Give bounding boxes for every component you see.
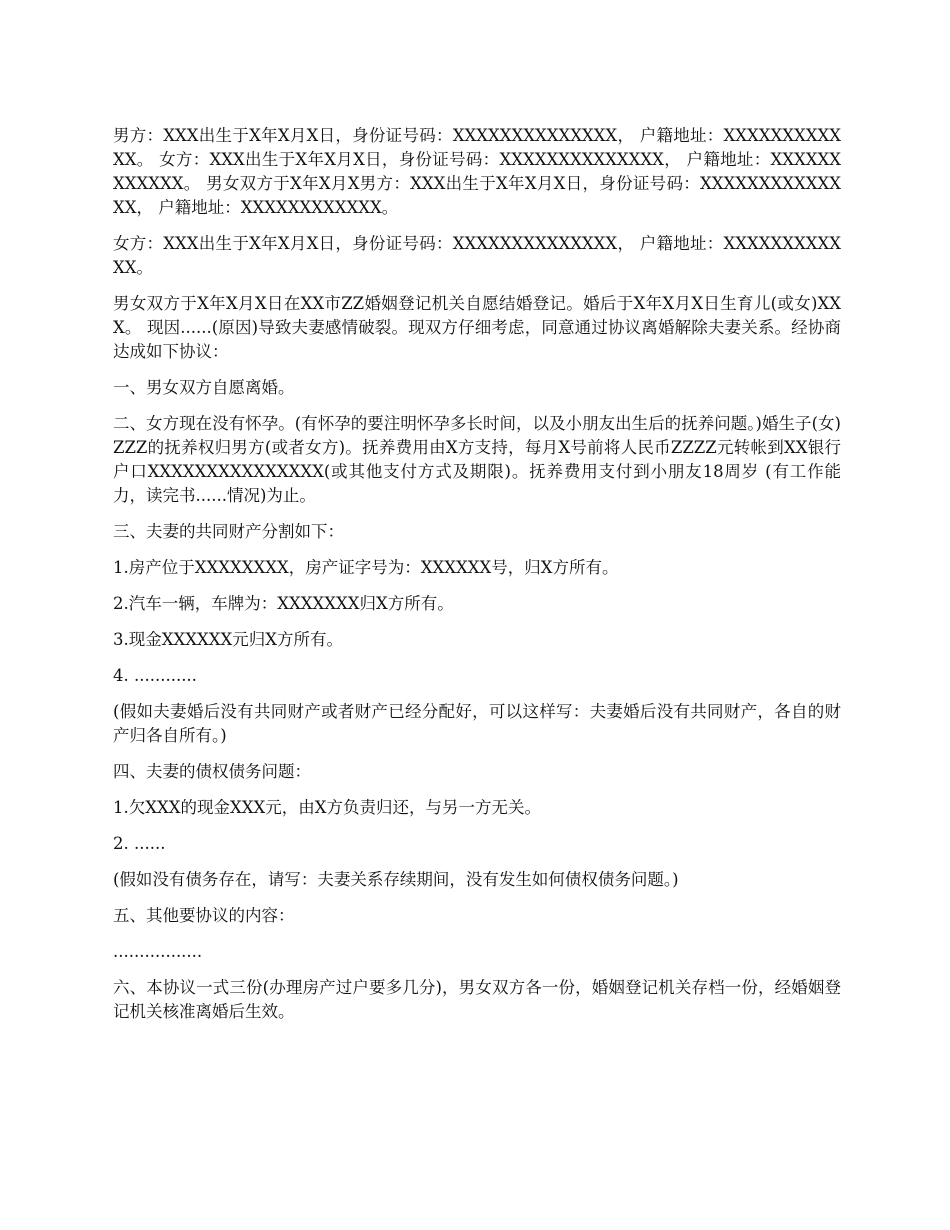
other-content-placeholder: ................. — [113, 942, 203, 961]
clause-1-voluntary-divorce: 一、男女双方自愿离婚。 — [113, 378, 295, 397]
debt-item-2: 2. ...... — [113, 834, 166, 853]
clause-4-debt-heading: 四、夫妻的债权债务问题： — [113, 762, 311, 781]
property-item-car: 2.汽车一辆，车牌为：XXXXXXX归X方所有。 — [113, 594, 454, 613]
property-note: (假如夫妻婚后没有共同财产或者财产已经分配好，可以这样写：夫妻婚后没有共同财产，各自的财产归各自所有。) — [113, 702, 841, 745]
debt-note: (假如没有债务存在，请写：夫妻关系存续期间，没有发生如何债权债务问题。) — [113, 870, 679, 889]
property-item-house: 1.房产位于XXXXXXXX，房产证字号为：XXXXXX号，归X方所有。 — [113, 558, 619, 577]
paragraph-marriage-background: 男女双方于X年X月X日在XX市ZZ婚姻登记机关自愿结婚登记。婚后于X年X月X日生育儿(或女)XXX。 现因......(原因)导致夫妻感情破裂。现双方仔细考虑，同意通过协议离婚解除夫妻关系。经协商达成如下协议： — [113, 294, 841, 361]
property-item-4: 4. ............ — [113, 666, 197, 685]
debt-item-1: 1.欠XXX的现金XXX元，由X方负责归还，与另一方无关。 — [113, 798, 541, 817]
paragraph-female-info: 女方：XXX出生于X年X月X日，身份证号码：XXXXXXXXXXXXXX， 户籍地址：XXXXXXXXXXXX。 — [113, 234, 841, 277]
clause-5-other-heading: 五、其他要协议的内容： — [113, 906, 295, 925]
clause-6-copies-effect: 六、本协议一式三份(办理房产过户要多几分)，男女双方各一份，婚姻登记机关存档一份，经婚姻登记机关核准离婚后生效。 — [113, 978, 841, 1021]
clause-2-child-custody: 二、女方现在没有怀孕。(有怀孕的要注明怀孕多长时间，以及小朋友出生后的抚养问题。)婚生子(女)ZZZ的抚养权归男方(或者女方)。抚养费用由X方支持，每月X号前将人民币ZZZZ元转帐到XX银行户口XXXXXXXXXXXXXXX(或其他支付方式及期限)。抚养费用支付到小朋友18周岁 (有工作能力，读完书......情况)为止。 — [113, 414, 841, 505]
document-body — [113, 124, 841, 1036]
property-item-cash: 3.现金XXXXXX元归X方所有。 — [113, 630, 343, 649]
paragraph-parties-info: 男方：XXX出生于X年X月X日，身份证号码：XXXXXXXXXXXXXX， 户籍地址：XXXXXXXXXXXX。 女方：XXX出生于X年X月X日，身份证号码：XXXXXXXXXXXXXX， 户籍地址：XXXXXXXXXXXX。 男女双方于X年X月X男方：XXX出生于X年X月X日，身份证号码：XXXXXXXXXXXXXX， 户籍地址：XXXXXXXXXXXX。 — [113, 126, 841, 217]
clause-3-property-heading: 三、夫妻的共同财产分割如下： — [113, 522, 344, 541]
